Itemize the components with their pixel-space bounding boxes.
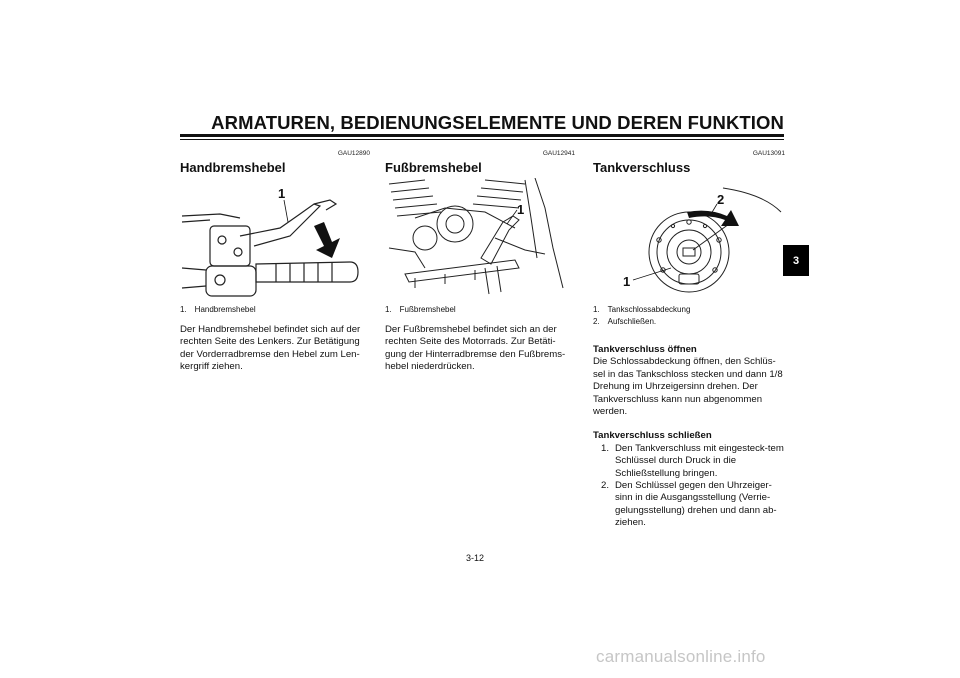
step-text: Den Schlüssel gegen den Uhrzeiger-sinn in die Ausgangsstellung (Verrie-gelungsstellung) drehen und dann ab-ziehen. — [615, 480, 777, 529]
caption-item-1: 1. Tankschlossabdeckung — [593, 305, 691, 314]
fuel-cap-figure — [593, 178, 783, 298]
section-tankverschluss — [593, 150, 785, 530]
section-heading: Tankverschluss — [593, 160, 691, 175]
foot-brake-lever-figure — [385, 178, 575, 298]
handbrake-lever-illustration — [180, 178, 370, 298]
rotate-clockwise-arrow-icon — [687, 210, 739, 226]
figure-callout-1: 1 — [623, 274, 631, 289]
open-text: Die Schlossabdeckung öffnen, den Schlüs-sel in das Tankschloss stecken und dann 1/8 Drehung im Uhrzeigersinn drehen. Der Tankverschluss kann nun abgenommen werden. — [593, 356, 783, 418]
handbrake-lever-figure — [180, 178, 370, 298]
arrow-down-icon — [314, 222, 340, 258]
open-instructions — [593, 344, 785, 418]
watermark: carmanualsonline.info — [596, 647, 766, 666]
section-body: Der Handbremshebel befindet sich auf der rechten Seite des Lenkers. Zur Betätigung der Vorderradbremse den Hebel zum Len-kergriff ziehen. — [180, 324, 361, 373]
close-steps — [593, 443, 785, 530]
header-rule — [180, 134, 784, 137]
foot-brake-illustration — [385, 178, 575, 298]
figure-callout-1: 1 — [278, 186, 286, 201]
figure-callout-2: 2 — [717, 192, 725, 207]
step-number: 1. — [601, 442, 610, 454]
list-item — [593, 480, 785, 530]
header-rule-thin — [180, 139, 784, 140]
section-heading: Fußbremshebel — [385, 160, 482, 175]
step-number: 2. — [601, 480, 610, 492]
figure-callout-1: 1 — [517, 202, 525, 217]
section-body: Der Fußbremshebel befindet sich an der rechten Seite des Motorrads. Zur Betäti-gung der Hinterradbremse den Fußbrems-hebel niederdrücken. — [385, 324, 566, 373]
open-subheading: Tankverschluss öffnen — [593, 344, 697, 355]
close-instructions — [593, 430, 785, 529]
page-title: ARMATUREN, BEDIENUNGSELEMENTE UND DEREN FUNKTION — [211, 112, 784, 133]
chapter-tab: 3 — [783, 245, 809, 276]
section-code: GAU13091 — [752, 150, 785, 157]
step-text: Den Tankverschluss mit eingesteck-tem Schlüssel durch Druck in die Schließstellung bringen. — [615, 442, 784, 479]
section-handbremshebel — [180, 150, 370, 374]
figure-caption: 1. Fußbremshebel — [385, 305, 456, 314]
section-code: GAU12890 — [337, 150, 370, 157]
figure-caption — [593, 304, 785, 328]
page-number: 3-12 — [466, 553, 485, 563]
fuel-cap-illustration — [593, 178, 785, 298]
close-subheading: Tankverschluss schließen — [593, 430, 712, 442]
section-code: GAU12941 — [542, 150, 575, 157]
figure-caption: 1. Handbremshebel — [180, 305, 256, 314]
list-item — [593, 443, 785, 480]
section-fussbremshebel — [385, 150, 575, 374]
caption-item-2: 2. Aufschließen. — [593, 317, 657, 326]
section-heading: Handbremshebel — [180, 160, 286, 175]
